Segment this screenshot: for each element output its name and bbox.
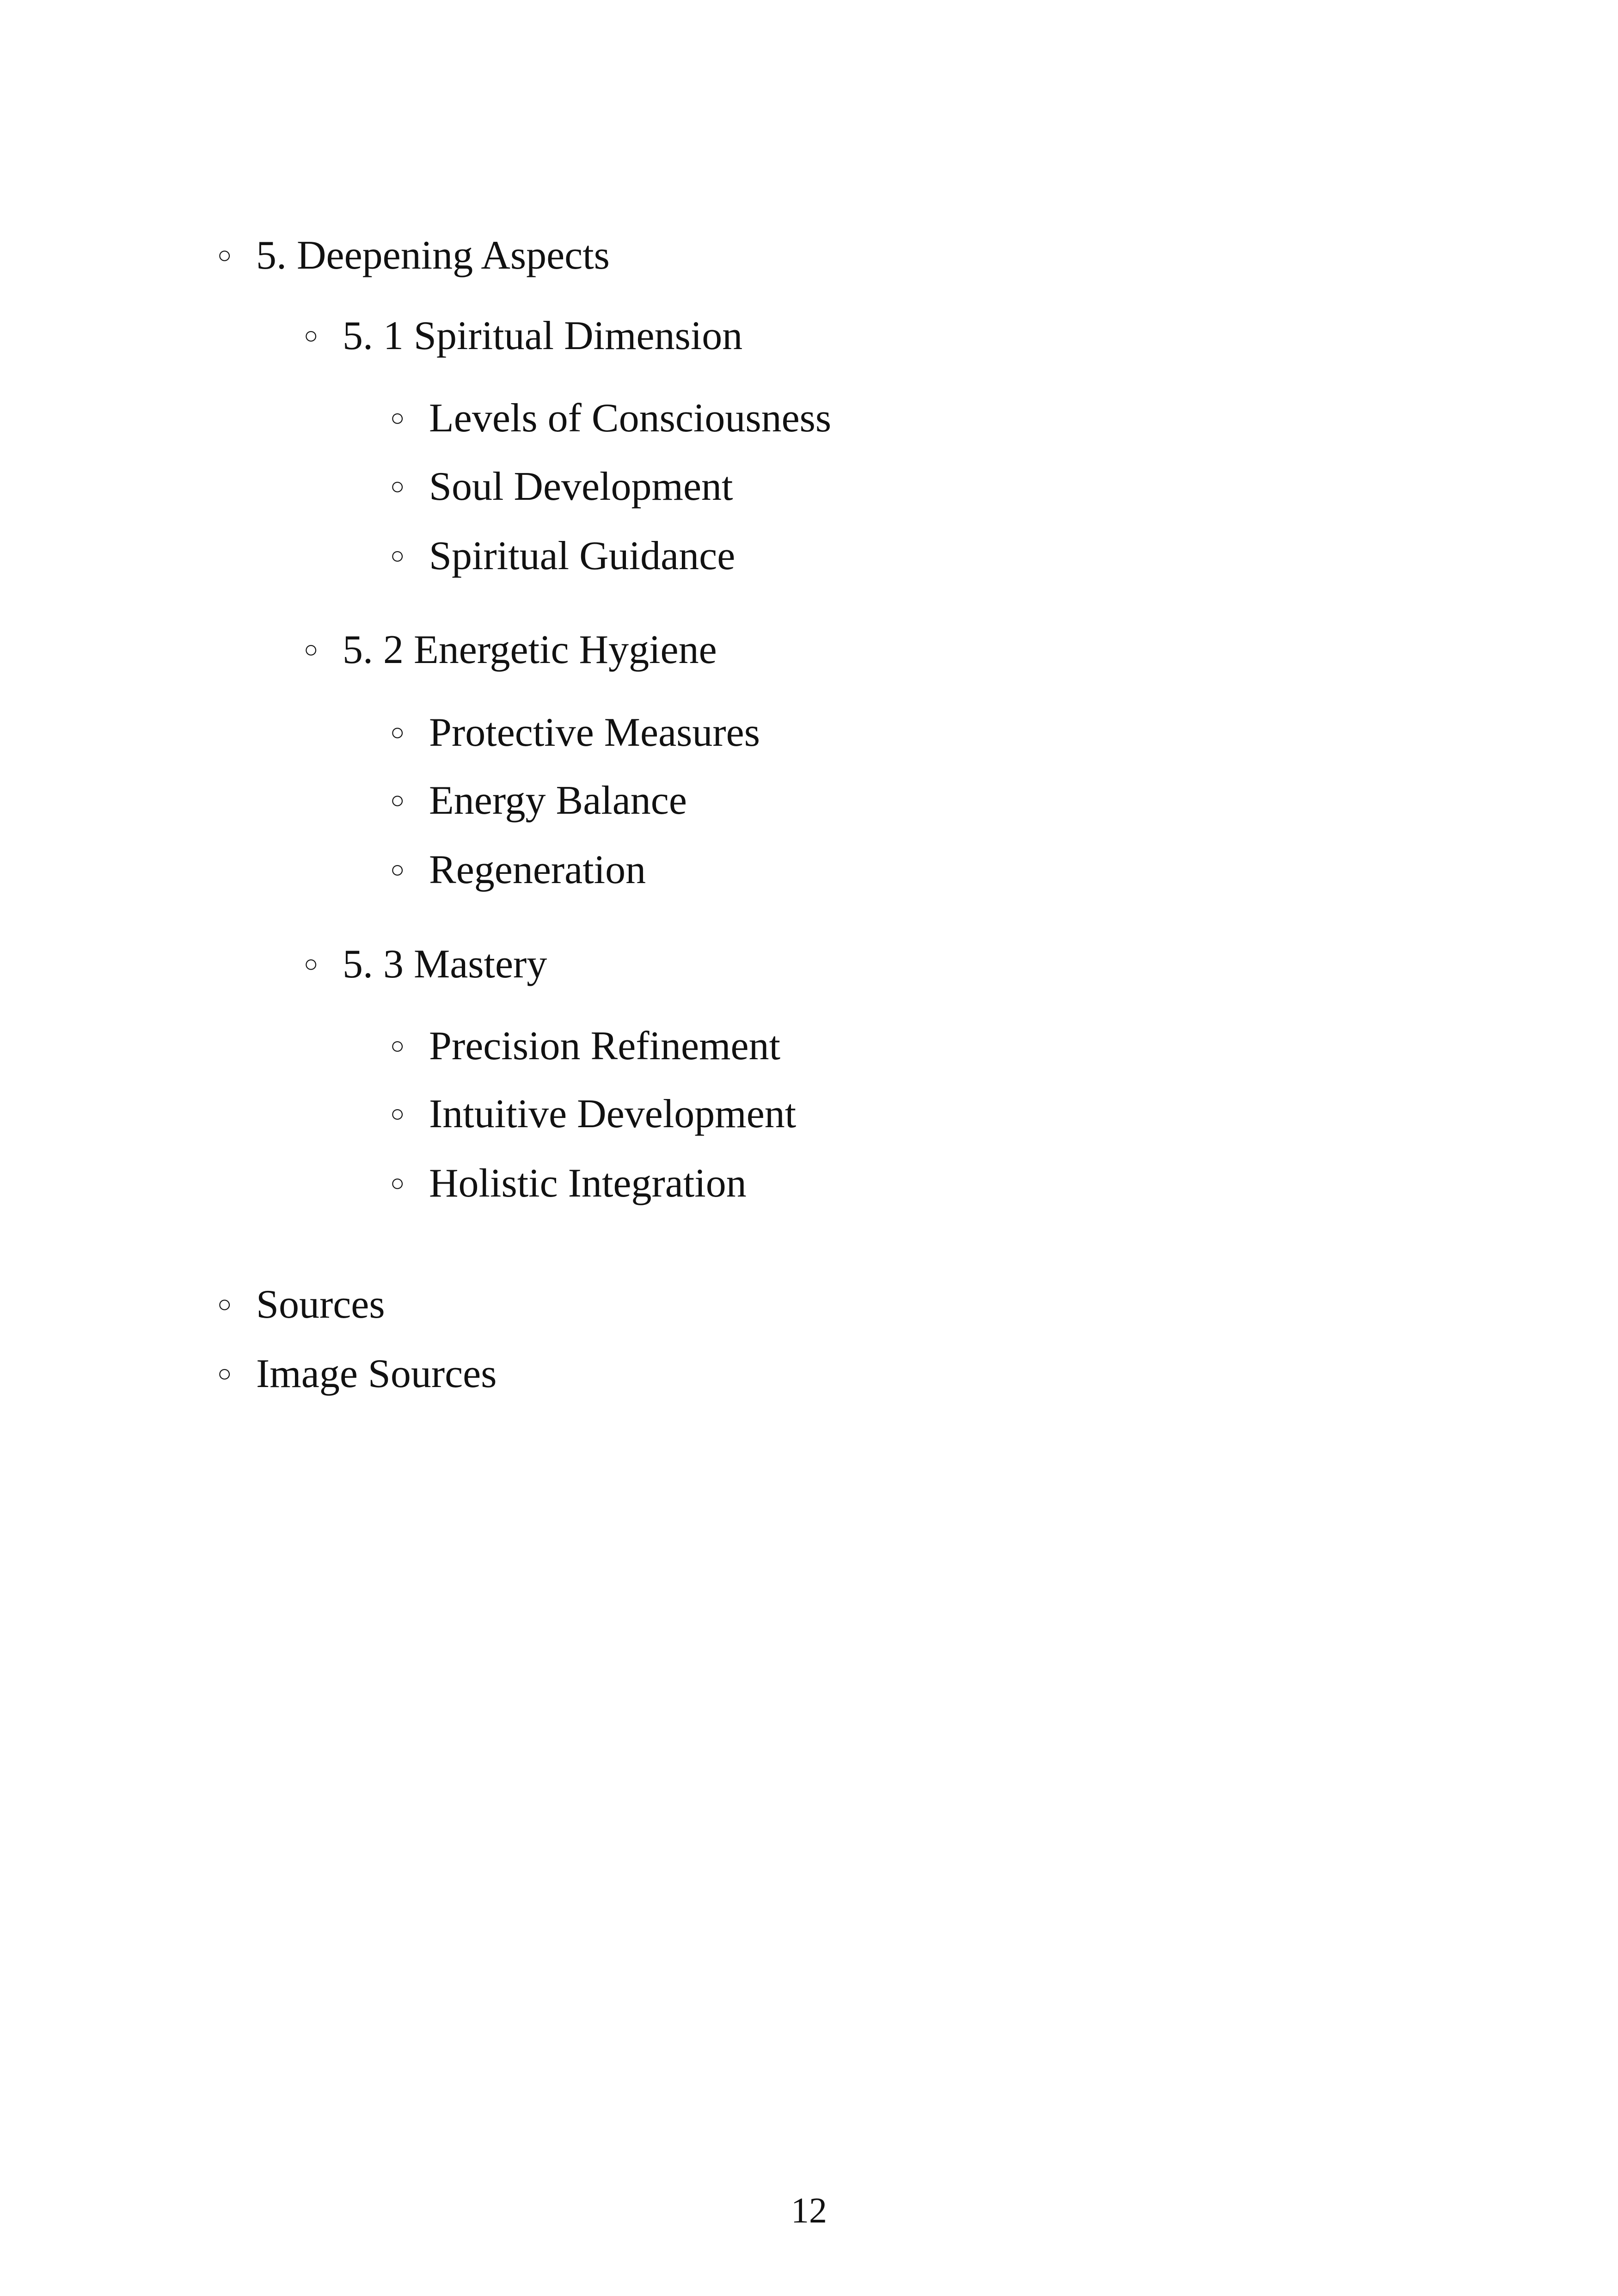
toc-entry-levels-of-consciousness xyxy=(390,391,831,446)
toc-entry-sources xyxy=(217,1277,385,1332)
toc-entry-label: 5. 1 Spiritual Dimension xyxy=(343,313,743,358)
toc-entry-label: Precision Refinement xyxy=(429,1024,781,1068)
toc-entry-label: 5. 2 Energetic Hygiene xyxy=(343,627,717,672)
toc-entry-label: 5. 3 Mastery xyxy=(343,942,547,987)
toc-entry-label: Regeneration xyxy=(429,847,646,892)
toc-entry-label: 5. Deepening Aspects xyxy=(256,233,610,278)
toc-entry-energetic-hygiene xyxy=(304,622,717,678)
circle-bullet-icon: ○ xyxy=(390,719,405,746)
toc-entry-label: Protective Measures xyxy=(429,710,760,755)
toc-entry-holistic-integration xyxy=(390,1156,747,1211)
toc-entry-label: Intuitive Development xyxy=(429,1092,797,1136)
toc-entry-spiritual-dimension xyxy=(304,308,742,364)
circle-bullet-icon: ○ xyxy=(217,1361,232,1387)
circle-bullet-icon: ○ xyxy=(217,242,232,269)
circle-bullet-icon: ○ xyxy=(304,951,319,977)
toc-entry-label: Image Sources xyxy=(256,1351,497,1396)
circle-bullet-icon: ○ xyxy=(304,637,319,663)
toc-entry-energy-balance xyxy=(390,773,687,829)
toc-entry-protective-measures xyxy=(390,705,760,761)
toc-entry-label: Energy Balance xyxy=(429,778,687,823)
toc-entry-spiritual-guidance xyxy=(390,528,735,584)
toc-entry-regeneration xyxy=(390,842,646,898)
circle-bullet-icon: ○ xyxy=(390,473,405,500)
toc-entry-soul-development xyxy=(390,459,733,515)
toc-entry-label: Soul Development xyxy=(429,464,733,509)
circle-bullet-icon: ○ xyxy=(390,1033,405,1059)
toc-entry-image-sources xyxy=(217,1346,496,1402)
toc-entry-mastery xyxy=(304,937,547,992)
toc-entry-label: Holistic Integration xyxy=(429,1161,747,1206)
circle-bullet-icon: ○ xyxy=(390,1170,405,1197)
circle-bullet-icon: ○ xyxy=(390,405,405,431)
circle-bullet-icon: ○ xyxy=(390,543,405,569)
toc-entry-label: Levels of Consciousness xyxy=(429,396,832,441)
toc-entry-label: Sources xyxy=(256,1282,385,1327)
circle-bullet-icon: ○ xyxy=(217,1291,232,1318)
toc-entry-label: Spiritual Guidance xyxy=(429,534,735,578)
page-number: 12 xyxy=(791,2190,827,2230)
circle-bullet-icon: ○ xyxy=(390,1101,405,1127)
toc-entry-intuitive-development xyxy=(390,1087,796,1142)
toc-entry-precision-refinement xyxy=(390,1019,780,1074)
circle-bullet-icon: ○ xyxy=(390,857,405,883)
circle-bullet-icon: ○ xyxy=(390,787,405,814)
toc-entry-deepening-aspects xyxy=(217,228,610,283)
circle-bullet-icon: ○ xyxy=(304,323,319,349)
